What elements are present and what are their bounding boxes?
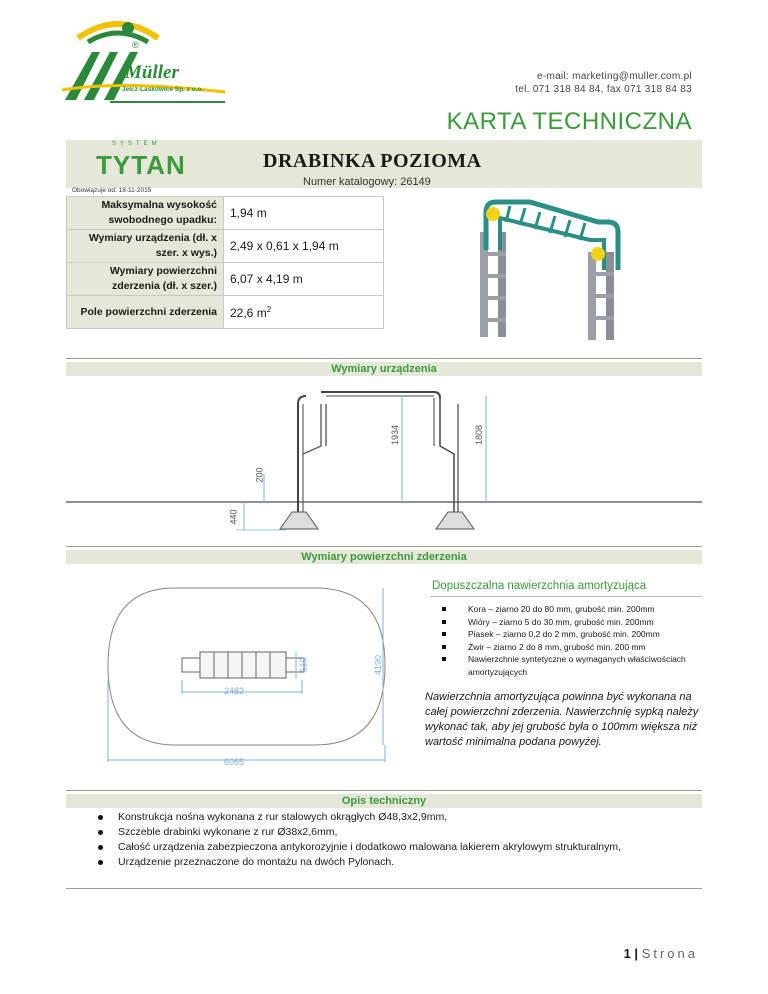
- product-render: [470, 192, 630, 342]
- list-item: Kora – ziarno 20 do 80 mm, grubość min. 200mm: [440, 603, 690, 616]
- page-separator: |: [634, 946, 639, 961]
- spec-label: Maksymalna wysokość swobodnego upadku:: [67, 197, 224, 230]
- dim-4190: 4190: [373, 654, 384, 676]
- section-title-impact-area: Wymiary powierzchni zderzenia: [301, 551, 467, 563]
- page-footer: [624, 946, 698, 961]
- tytan-series-dots: SYSTEM: [112, 141, 161, 147]
- spec-value: [224, 296, 384, 329]
- surface-title-underline: [430, 596, 702, 597]
- section-divider: [66, 888, 702, 889]
- document-title: KARTA TECHNICZNA: [446, 108, 692, 135]
- spec-table: [66, 196, 384, 329]
- contact-phone: tel. 071 318 84 84, fax 071 318 84 83: [515, 84, 692, 95]
- surface-note: Nawierzchnia amortyzująca powinna być wykonana na całej powierzchni zderzenia. Nawierzchnię sypką należy wykonać tak, aby jej grubość była o 100mm większa niż wartość minimalna podana powyżej.: [425, 691, 699, 748]
- section-title-description: Opis techniczny: [341, 795, 427, 807]
- logo-text: Müller: [125, 62, 179, 83]
- spec-label: Wymiary urządzenia (dł. x szer. x wys.): [67, 230, 224, 263]
- section-divider: [66, 546, 702, 547]
- dim-1808: 1808: [474, 424, 485, 446]
- spec-value: 6,07 x 4,19 m: [224, 263, 384, 296]
- dim-6065: 6065: [224, 757, 245, 767]
- list-item: Urządzenie przeznaczone do montażu na dwóch Pylonach.: [96, 855, 621, 870]
- impact-area-drawing: [100, 580, 410, 775]
- spec-label: Wymiary powierzchni zderzenia (dł. x szer.): [67, 263, 224, 296]
- surface-title: Dopuszczalna nawierzchnia amortyzująca: [432, 580, 647, 592]
- page-number: 1: [623, 946, 631, 961]
- list-item: Nawierzchnie syntetyczne o wymaganych właściwościach amortyzujących: [440, 653, 690, 678]
- section-divider: [66, 358, 702, 359]
- dimension-drawing: [66, 374, 702, 544]
- list-item: Szczeble drabinki wykonane z rur Ø38x2,6mm,: [96, 825, 621, 840]
- list-item: Wióry – ziarno 5 do 30 mm, grubość min. 200mm: [440, 616, 690, 629]
- spec-value: 1,94 m: [224, 197, 384, 230]
- muller-logo: [60, 10, 240, 110]
- spec-row: [67, 230, 384, 263]
- catalog-number: Numer katalogowy: 26149: [303, 176, 431, 188]
- section-title-dimensions: Wymiary urządzenia: [331, 363, 437, 375]
- dim-2482: 2482: [224, 686, 245, 696]
- surface-list: [440, 603, 690, 678]
- dim-610: 610: [298, 657, 309, 673]
- list-item: Żwir – ziarno 2 do 8 mm, grubość min. 200 mm: [440, 641, 690, 654]
- area-unit-sup: 2: [266, 304, 272, 314]
- list-item: Konstrukcja nośna wykonana z rur stalowych okrągłych Ø48,3x2,9mm,: [96, 810, 621, 825]
- logo-subtitle: Jelcz-Laskowice Sp. z o.o.: [122, 86, 204, 93]
- section-divider: [66, 790, 702, 791]
- spec-label: Pole powierzchni zderzenia: [67, 296, 224, 329]
- list-item: Piasek – ziarno 0,2 do 2 mm, grubość min. 200mm: [440, 628, 690, 641]
- spec-row: [67, 263, 384, 296]
- spec-row: [67, 296, 384, 329]
- tytan-logo: TYTAN: [96, 150, 186, 180]
- product-name: DRABINKA POZIOMA: [263, 150, 482, 172]
- valid-from: Obowiązuje od: 18-11-2015: [72, 187, 152, 194]
- contact-info: [515, 70, 692, 96]
- list-item: Całość urządzenia zabezpieczona antykorozyjnie i dodatkowo malowana lakierem akrylowym strukturalnym,: [96, 840, 621, 855]
- dim-440: 440: [228, 509, 239, 525]
- area-value: 22,6 m: [230, 305, 267, 320]
- spec-value: 2,49 x 0,61 x 1,94 m: [224, 230, 384, 263]
- contact-email[interactable]: e-mail: marketing@muller.com.pl: [536, 71, 692, 82]
- dim-1934: 1934: [390, 424, 401, 446]
- page-label: Strona: [641, 946, 698, 961]
- registered-mark: ®: [132, 40, 139, 50]
- spec-row: [67, 197, 384, 230]
- description-list: [96, 810, 621, 870]
- dim-200: 200: [254, 467, 265, 483]
